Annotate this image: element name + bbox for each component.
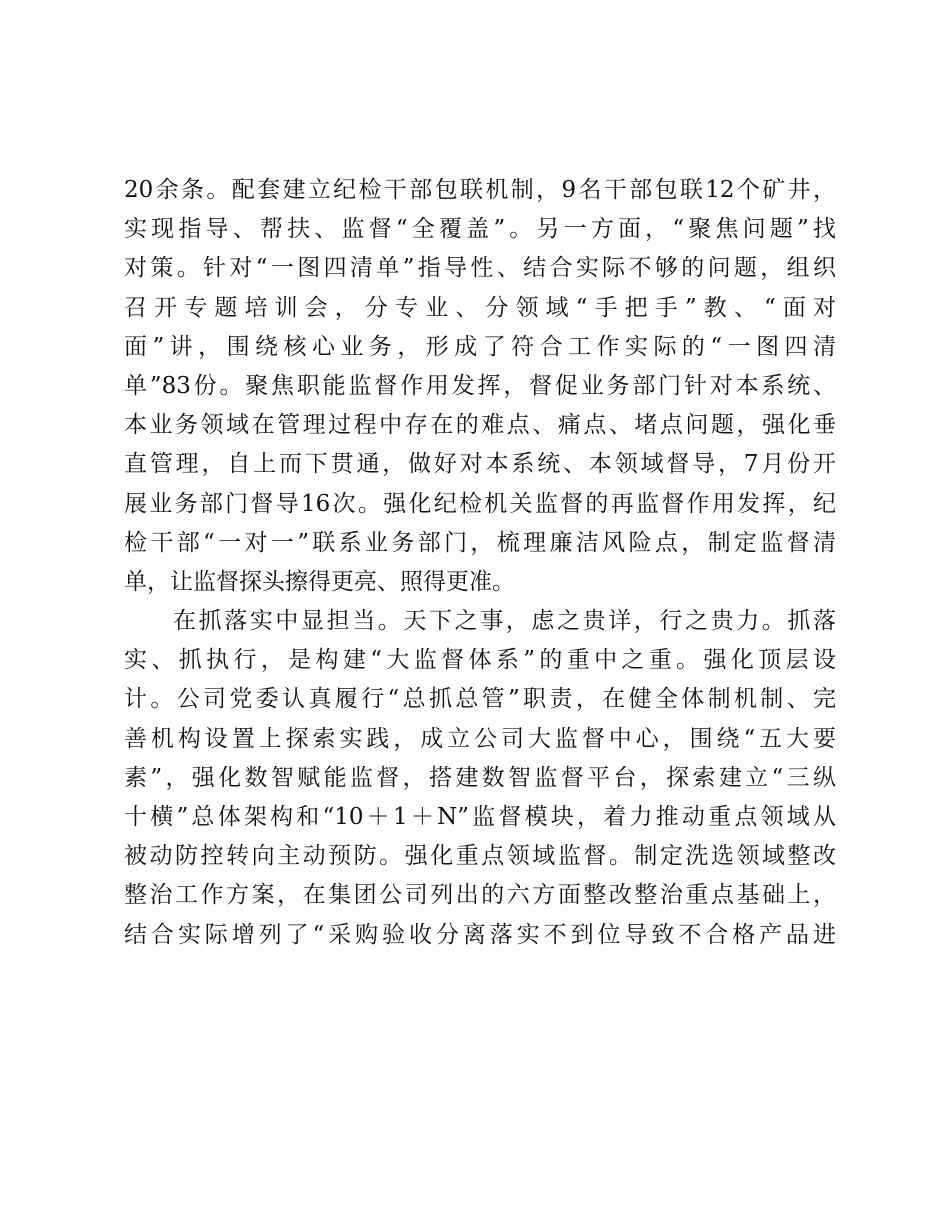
text-line: 直管理，自上而下贯通，做好对本系统、本领域督导，7月份开 xyxy=(124,451,836,478)
text-line: 实现指导、帮扶、监督“全覆盖”。另一方面，“聚焦问题”找 xyxy=(124,216,836,243)
text-line: 对策。针对“一图四清单”指导性、结合实际不够的问题，组织 xyxy=(124,255,836,282)
text-line: 素”，强化数智赋能监督，搭建数智监督平台，探索建立“三纵 xyxy=(124,764,836,791)
text-line: 结合实际增列了“采购验收分离落实不到位导致不合格产品进 xyxy=(124,921,836,948)
text-line: 实、抓执行，是构建“大监督体系”的重中之重。强化顶层设 xyxy=(124,647,836,674)
text-line: 检干部“一对一”联系业务部门，梳理廉洁风险点，制定监督清 xyxy=(124,529,836,556)
text-line: 20余条。配套建立纪检干部包联机制，9名干部包联12个矿井， xyxy=(124,177,836,203)
text-line: 整治工作方案，在集团公司列出的六方面整改整治重点基础上， xyxy=(124,882,836,909)
text-line: 十横”总体架构和“10＋1＋N”监督模块，着力推动重点领域从 xyxy=(124,804,836,830)
text-line: 被动防控转向主动预防。强化重点领域监督。制定洗选领域整改 xyxy=(124,843,836,870)
document-body xyxy=(124,171,836,955)
paragraph-end-line: 单，让监督探头擦得更亮、照得更准。 xyxy=(124,568,515,595)
text-line: 单”83份。聚焦职能监督作用发挥，督促业务部门针对本系统、 xyxy=(124,372,836,399)
text-line: 面”讲，围绕核心业务，形成了符合工作实际的“一图四清 xyxy=(124,333,836,360)
text-line: 展业务部门督导16次。强化纪检机关监督的再监督作用发挥，纪 xyxy=(124,490,836,517)
text-line: 召开专题培训会，分专业、分领域“手把手”教、“面对 xyxy=(124,294,836,321)
text-line: 善机构设置上探索实践，成立公司大监督中心，围绕“五大要 xyxy=(124,725,836,752)
text-line: 计。公司党委认真履行“总抓总管”职责，在健全体制机制、完 xyxy=(124,686,836,713)
paragraph-first-line: 在抓落实中显担当。天下之事，虑之贵详，行之贵力。抓落 xyxy=(173,608,836,635)
text-line: 本业务领域在管理过程中存在的难点、痛点、堵点问题，强化垂 xyxy=(124,412,836,439)
